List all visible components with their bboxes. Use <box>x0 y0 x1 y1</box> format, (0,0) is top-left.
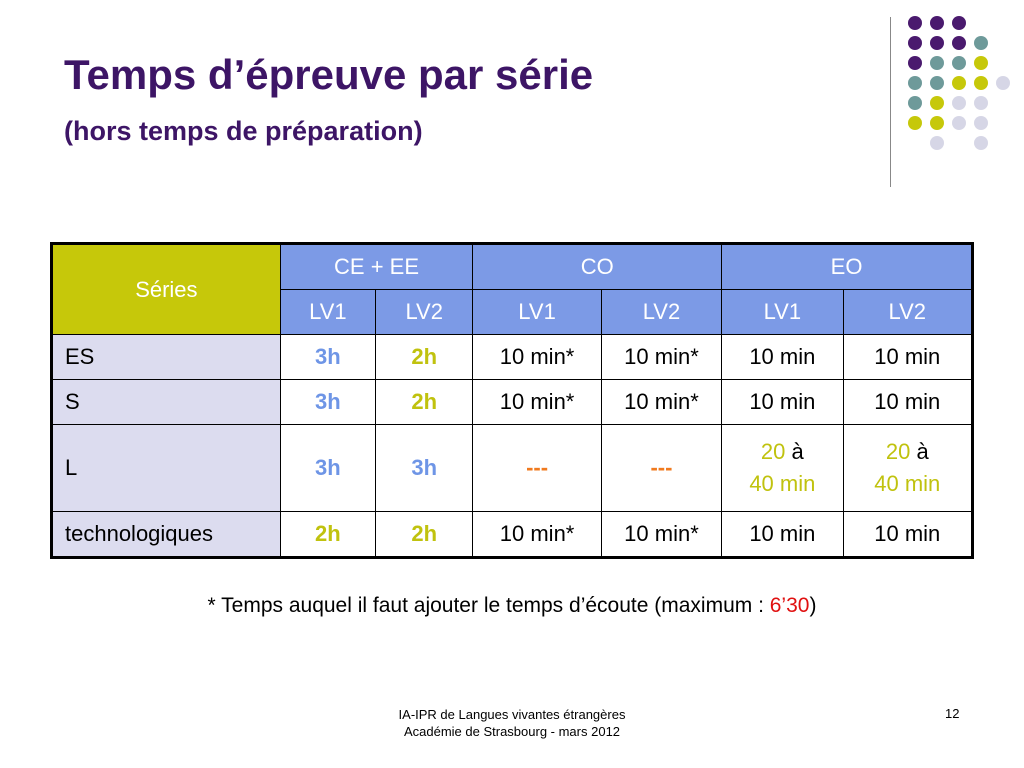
decor-dot <box>908 76 922 90</box>
decor-dot <box>974 136 988 150</box>
footer-line-2: Académie de Strasbourg - mars 2012 <box>403 724 621 739</box>
group-header-ce-ee: CE + EE <box>280 244 473 290</box>
table-cell <box>722 425 843 512</box>
table-cell: 10 min* <box>601 335 721 380</box>
row-label: technologiques <box>52 512 281 558</box>
decor-dot <box>996 76 1010 90</box>
decor-dot <box>908 96 922 110</box>
table-cell: 10 min <box>843 512 972 558</box>
table-cell: 2h <box>376 512 473 558</box>
table-row <box>52 512 973 558</box>
table-cell: 10 min* <box>601 380 721 425</box>
footnote <box>0 594 1024 618</box>
range-to: 40 min <box>874 471 941 496</box>
table-cell: 10 min <box>843 380 972 425</box>
page-number: 12 <box>945 706 960 721</box>
decor-dot <box>908 116 922 130</box>
table-cell: 10 min <box>843 335 972 380</box>
footnote-close: ) <box>809 594 817 617</box>
decor-dot <box>952 56 966 70</box>
decor-dot <box>930 56 944 70</box>
table-header-row <box>52 244 973 290</box>
table-cell: 10 min <box>722 335 843 380</box>
table-cell: 10 min <box>722 512 843 558</box>
decor-dot <box>974 96 988 110</box>
subheader-cell: LV2 <box>843 290 972 335</box>
decor-dot <box>952 36 966 50</box>
table-cell: 2h <box>376 380 473 425</box>
decorative-dot-grid <box>904 14 1014 174</box>
decor-dot <box>974 56 988 70</box>
table-cell: 10 min* <box>473 512 601 558</box>
table-row <box>52 335 973 380</box>
table-cell: 10 min* <box>473 380 601 425</box>
table-cell: 3h <box>280 335 375 380</box>
decor-dot <box>952 96 966 110</box>
range-sep: à <box>791 439 804 464</box>
group-header-co: CO <box>473 244 722 290</box>
subheader-cell: LV1 <box>473 290 601 335</box>
slide-footer <box>0 706 1024 740</box>
decor-dot <box>930 96 944 110</box>
range-sep: à <box>916 439 929 464</box>
row-label: L <box>52 425 281 512</box>
row-label: ES <box>52 335 281 380</box>
footer-line-1: IA-IPR de Langues vivantes étrangères <box>398 707 626 722</box>
range-to: 40 min <box>749 471 816 496</box>
table-cell: 10 min* <box>601 512 721 558</box>
row-label: S <box>52 380 281 425</box>
subheader-cell: LV1 <box>280 290 375 335</box>
table-cell: 10 min* <box>473 335 601 380</box>
decor-dot <box>908 56 922 70</box>
table-cell: 2h <box>280 512 375 558</box>
table-row <box>52 380 973 425</box>
range-from: 20 <box>760 439 786 464</box>
table-cell: --- <box>473 425 601 512</box>
table-cell: 2h <box>376 335 473 380</box>
decor-dot <box>930 76 944 90</box>
table-cell: --- <box>601 425 721 512</box>
decor-dot <box>974 76 988 90</box>
exam-duration-table <box>50 242 974 559</box>
subheader-cell: LV2 <box>601 290 721 335</box>
decorative-divider <box>890 17 891 187</box>
table-cell: 3h <box>280 380 375 425</box>
slide-subtitle: (hors temps de préparation) <box>64 116 423 146</box>
table-row <box>52 425 973 512</box>
footnote-text: * Temps auquel il faut ajouter le temps d’écoute (maximum : <box>207 594 770 617</box>
series-header: Séries <box>52 244 281 335</box>
group-header-eo: EO <box>722 244 973 290</box>
decor-dot <box>952 16 966 30</box>
subheader-cell: LV2 <box>376 290 473 335</box>
footnote-highlight: 6’30 <box>769 594 810 617</box>
decor-dot <box>930 16 944 30</box>
subheader-cell: LV1 <box>722 290 843 335</box>
decor-dot <box>908 36 922 50</box>
decor-dot <box>930 116 944 130</box>
decor-dot <box>974 116 988 130</box>
table-cell: 3h <box>376 425 473 512</box>
decor-dot <box>908 16 922 30</box>
decor-dot <box>974 36 988 50</box>
table-cell <box>843 425 972 512</box>
decor-dot <box>930 36 944 50</box>
slide-title: Temps d’épreuve par série <box>64 51 594 98</box>
decor-dot <box>930 136 944 150</box>
decor-dot <box>952 116 966 130</box>
table-cell: 10 min <box>722 380 843 425</box>
table-cell: 3h <box>280 425 375 512</box>
decor-dot <box>952 76 966 90</box>
range-from: 20 <box>885 439 911 464</box>
